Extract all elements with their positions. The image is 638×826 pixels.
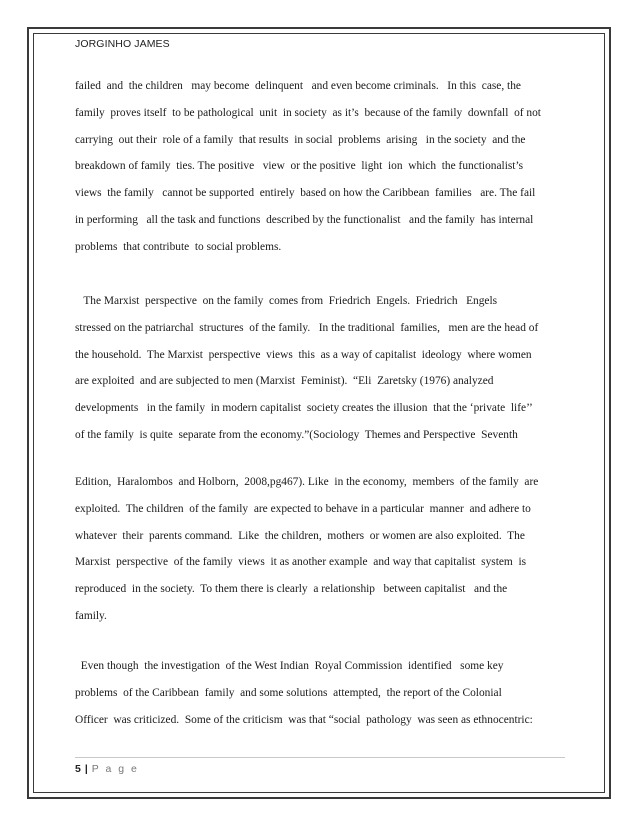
- page-header-author: JORGINHO JAMES: [75, 38, 170, 50]
- footer-separator: |: [84, 763, 88, 775]
- text-line: the household. The Marxist perspective views this as a way of capitalist ideology where women: [75, 348, 532, 361]
- text-line: Officer was criticized. Some of the criticism was that “social pathology was seen as ethnocentric:: [75, 713, 533, 726]
- text-line: Edition, Haralombos and Holborn, 2008,pg467). Like in the economy, members of the family are: [75, 476, 539, 488]
- text-line: developments in the family in modern capitalist society creates the illusion that the ‘private life’’: [75, 402, 533, 415]
- footer-rule: [75, 757, 565, 758]
- text-line: in performing all the task and functions described by the functionalist and the family has internal: [75, 214, 534, 226]
- text-line: Marxist perspective of the family views it as another example and way that capitalist system is: [75, 556, 527, 569]
- page-number: 5: [75, 763, 81, 775]
- text-line: breakdown of family ties. The positive view or the positive light ion which the functionalist’s: [75, 160, 524, 173]
- text-line: failed and the children may become delinquent and even become criminals. In this case, the: [75, 80, 521, 92]
- page-footer: [75, 763, 139, 775]
- text-line: problems that contribute to social problems.: [75, 240, 282, 253]
- text-line: carrying out their role of a family that results in social problems arising in the society and the: [75, 133, 526, 146]
- text-line: reproduced in the society. To them there is clearly a relationship between capitalist and the: [75, 583, 508, 596]
- text-line: of the family is quite separate from the economy.”(Sociology Themes and Perspective Seventh: [75, 429, 518, 441]
- text-line: whatever their parents command. Like the children, mothers or women are also exploited. The: [75, 529, 525, 542]
- text-line: family.: [75, 610, 107, 622]
- page-label: P a g e: [91, 763, 139, 775]
- text-line: views the family cannot be supported entirely based on how the Caribbean families are. The fail: [75, 187, 536, 200]
- text-line: problems of the Caribbean family and some solutions attempted, the report of the Colonial: [75, 686, 502, 699]
- text-line: Even though the investigation of the West Indian Royal Commission identified some key: [75, 660, 504, 672]
- text-line: stressed on the patriarchal structures of the family. In the traditional families, men are the head of: [75, 321, 539, 334]
- text-line: are exploited and are subjected to men (Marxist Feminist). “Eli Zaretsky (1976) analyzed: [75, 375, 494, 388]
- text-line: exploited. The children of the family are expected to behave in a particular manner and adhere to: [75, 502, 531, 515]
- text-line: family proves itself to be pathological unit in society as it’s because of the family downfall of not: [75, 106, 541, 119]
- text-line: The Marxist perspective on the family comes from Friedrich Engels. Friedrich Engels: [75, 295, 498, 307]
